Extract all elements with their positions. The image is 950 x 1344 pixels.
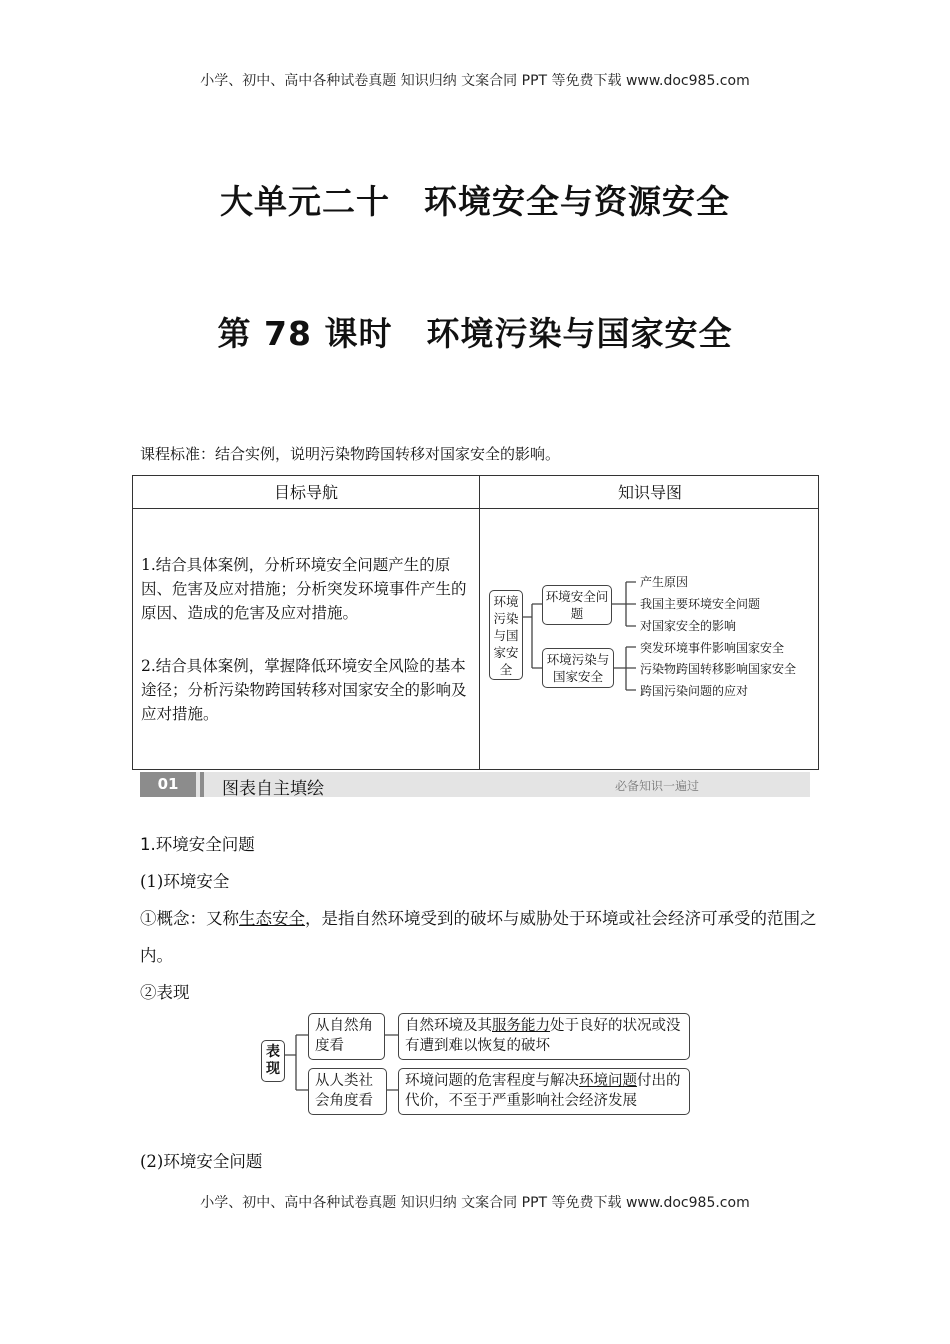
diagram-society: 从人类社会角度看 — [308, 1068, 387, 1115]
diagram-nature-desc: 自然环境及其服务能力处于良好的状况或没有遭到难以恢复的破坏 — [398, 1013, 690, 1060]
mindmap-leaf: 产生原因 — [640, 575, 689, 589]
diagram-root: 表现 — [261, 1040, 285, 1082]
mindmap-branch-2: 环境污染与国家安全 — [542, 648, 614, 688]
diagram-society-desc: 环境问题的危害程度与解决环境问题付出的代价，不至于严重影响社会经济发展 — [398, 1068, 690, 1115]
mindmap-leaf: 跨国污染问题的应对 — [640, 684, 749, 698]
lesson-title: 第 78 课时 环境污染与国家安全 — [217, 314, 733, 353]
section-band — [140, 772, 810, 797]
mindmap-leaf: 突发环境事件影响国家安全 — [640, 641, 785, 655]
goal-2: 2.结合具体案例，掌握降低环境安全风险的基本途径；分析污染物跨国转移对国家安全的影响及应对措施。 — [141, 657, 467, 723]
mindmap-leaf: 我国主要环境安全问题 — [640, 597, 761, 611]
diagram-nature: 从自然角度看 — [308, 1013, 385, 1060]
page-header: 小学、初中、高中各种试卷真题 知识归纳 文案合同 PPT 等免费下载 www.doc985.com — [200, 73, 750, 89]
concept-paragraph: ①概念：又称生态安全，是指自然环境受到的破坏与威胁处于环境或社会经济可承受的范围之内。 — [140, 909, 817, 965]
section-label: 图表自主填绘 — [222, 779, 324, 799]
heading-1-2: (2)环境安全问题 — [140, 1152, 263, 1171]
section-subtitle: 必备知识一遍过 — [615, 779, 700, 793]
curriculum-standard: 课程标准：结合实例，说明污染物跨国转移对国家安全的影响。 — [140, 445, 561, 463]
mindmap-root: 环境污染与国家安全 — [489, 590, 523, 680]
heading-1: 1.环境安全问题 — [140, 835, 255, 854]
mindmap-leaf: 污染物跨国转移影响国家安全 — [640, 662, 797, 676]
mindmap-branch-1: 环境安全问题 — [542, 585, 612, 625]
unit-title: 大单元二十 环境安全与资源安全 — [220, 182, 730, 221]
performance-label: ②表现 — [140, 983, 190, 1002]
section-number: 01 — [140, 772, 196, 797]
mindmap-leaf: 对国家安全的影响 — [640, 619, 737, 633]
goal-1: 1.结合具体案例，分析环境安全问题产生的原因、危害及应对措施；分析突发环境事件产生的原因、造成的危害及应对措施。 — [141, 556, 467, 622]
col-header-goals: 目标导航 — [273, 483, 338, 502]
page-footer: 小学、初中、高中各种试卷真题 知识归纳 文案合同 PPT 等免费下载 www.doc985.com — [200, 1195, 750, 1211]
col-header-map: 知识导图 — [617, 483, 682, 502]
heading-1-1: (1)环境安全 — [140, 872, 230, 891]
